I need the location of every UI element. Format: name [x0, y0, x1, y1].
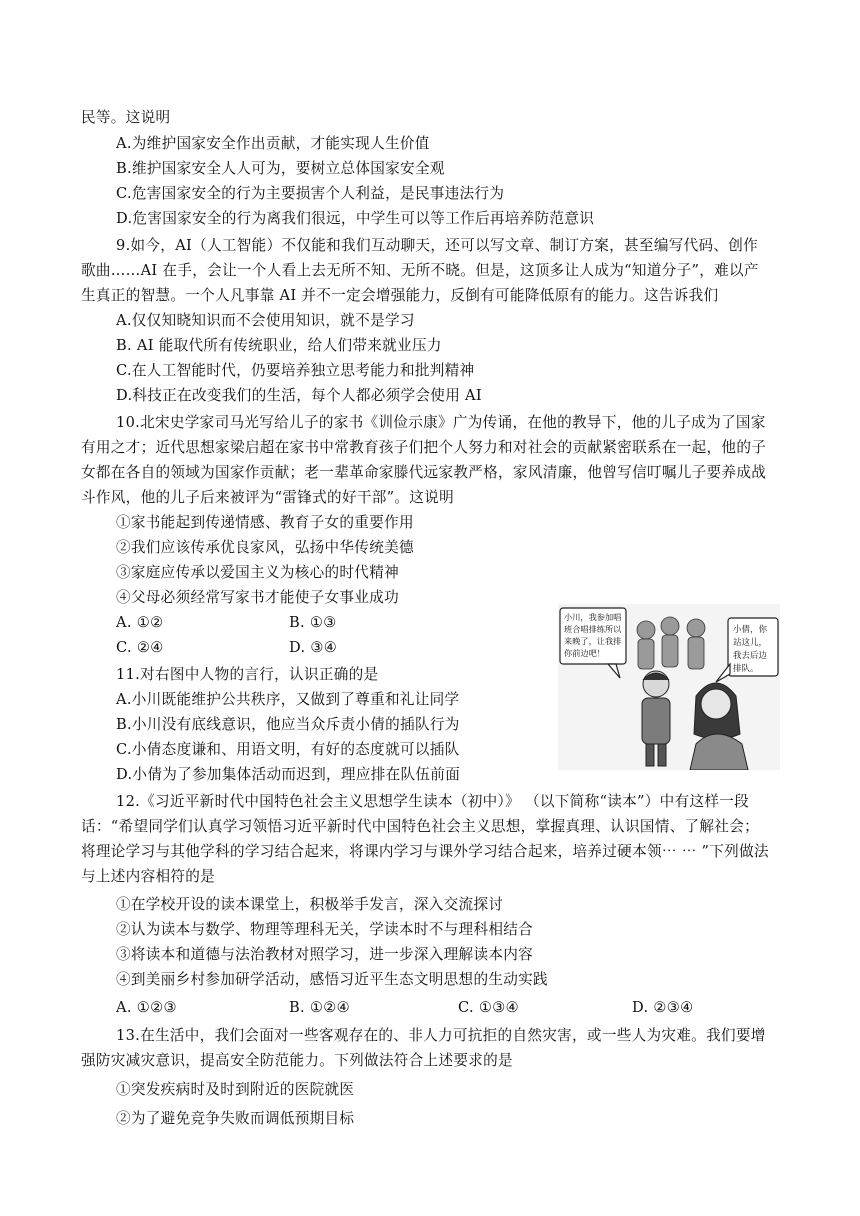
q12-choice-c: C. ①③④	[458, 999, 519, 1016]
q12-choice-b: B. ①②④	[289, 999, 351, 1016]
q13-stem-line1: 13.在生活中，我们会面对一些客观存在的、非人力可抗拒的自然灾害，或一些人为灾难。我们要增	[116, 1027, 766, 1044]
q9-stem-line2: 歌曲……AI 在手，会让一个人看上去无所不知、无所不晓。但是，这顶多让人成为“知道分子”，难以产	[81, 262, 759, 279]
q9-option-a: A.仅仅知晓知识而不会使用知识，就不是学习	[116, 312, 415, 329]
q11-stem: 11.对右图中人物的言行，认识正确的是	[116, 666, 379, 683]
q10-stem-line4: 斗作风，他的儿子后来被评为“雷锋式的好干部”。这说明	[81, 489, 454, 506]
bubble-right-line2: 站这儿，	[733, 638, 768, 648]
q8-option-d: D.危害国家安全的行为离我们很远，中学生可以等工作后再培养防范意识	[116, 210, 595, 227]
bubble-right-line4: 排队。	[733, 664, 759, 674]
q12-choice-d: D. ②③④	[632, 999, 694, 1016]
q8-option-c: C.危害国家安全的行为主要损害个人利益，是民事违法行为	[116, 185, 505, 202]
q12-item-4: ④到美丽乡村参加研学活动，感悟习近平生态文明思想的生动实践	[116, 971, 548, 988]
queue-students	[637, 617, 705, 669]
q13-stem-line2: 强防灾减灾意识，提高安全防范能力。下列做法符合上述要求的是	[81, 1052, 513, 1069]
q8-option-b: B.维护国家安全人人可为，要树立总体国家安全观	[116, 160, 445, 177]
bubble-right-line1: 小倩，你	[733, 625, 768, 635]
q10-stem-line1: 10.北宋史学家司马光写给儿子的家书《训俭示康》广为传诵，在他的教导下，他的儿子成为了国家	[116, 414, 766, 431]
bubble-left-line1: 小川，我参加唱	[564, 612, 622, 622]
q10-item-3: ③家庭应传承以爱国主义为核心的时代精神	[116, 564, 399, 581]
q10-item-2: ②我们应该传承优良家风，弘扬中华传统美德	[116, 539, 414, 556]
q12-choice-a: A. ①②③	[116, 999, 177, 1016]
q10-stem-line3: 女都在各自的领域为国家作贡献；老一辈革命家滕代远家教严格，家风清廉，他曾写信叮嘱儿子要养成战	[81, 464, 767, 481]
q11-option-a: A.小川既能维护公共秩序，又做到了尊重和礼让同学	[116, 691, 460, 708]
bubble-right-line3: 我去后边	[733, 651, 768, 661]
q9-stem-line3: 生真正的智慧。一个人凡事靠 AI 并不一定会增强能力，反倒有可能降低原有的能力。这告诉我们	[81, 287, 719, 304]
q13-item-1: ①突发疾病时及时到附近的医院就医	[116, 1081, 355, 1098]
q10-stem-line2: 有用之才；近代思想家梁启超在家书中常教育孩子们把个人努力和对社会的贡献紧密联系在一起，他的子	[81, 439, 767, 456]
q11-option-b: B.小川没有底线意识，他应当众斥责小倩的插队行为	[116, 716, 460, 733]
q13-item-2: ②为了避免竞争失败而调低预期目标	[116, 1110, 355, 1127]
q12-item-3: ③将读本和道德与法治教材对照学习，进一步深入理解读本内容	[116, 946, 534, 963]
q8-stem-tail: 民等。这说明	[81, 109, 171, 126]
q12-item-1: ①在学校开设的读本课堂上，积极举手发言，深入交流探讨	[116, 896, 504, 913]
q12-stem-line3: 将理论学习与其他学科的学习结合起来，将课内学习与课外学习结合起来，培养过硬本领⋯ ⋯ ”下列做法	[81, 843, 769, 860]
q9-option-d: D.科技正在改变我们的生活，每个人都必须学会使用 AI	[116, 387, 482, 404]
q11-option-d: D.小倩为了参加集体活动而迟到，理应排在队伍前面	[116, 766, 461, 783]
q12-stem-line4: 与上述内容相符的是	[81, 868, 216, 885]
q9-option-b: B. AI 能取代所有传统职业，给人们带来就业压力	[116, 337, 442, 354]
bubble-left-line3: 来晚了，让我排	[564, 636, 622, 646]
bubble-left-line2: 班合唱排练所以	[564, 624, 622, 634]
q10-choice-d: D. ③④	[289, 639, 338, 656]
q10-choice-c: C. ②④	[116, 639, 164, 656]
q10-item-4: ④父母必须经常写家书才能使子女事业成功	[116, 589, 399, 606]
q9-option-c: C.在人工智能时代，仍要培养独立思考能力和批判精神	[116, 362, 475, 379]
q10-choice-a: A. ①②	[116, 614, 164, 631]
q11-option-c: C.小倩态度谦和、用语文明，有好的态度就可以插队	[116, 741, 460, 758]
q12-item-2: ②认为读本与数学、物理等理科无关，学读本时不与理科相结合	[116, 921, 534, 938]
q9-stem-line1: 9.如今，AI（人工智能）不仅能和我们互动聊天，还可以写文章、制订方案，甚至编写代码、创作	[116, 237, 759, 254]
q10-choice-b: B. ①③	[289, 614, 337, 631]
q12-stem-line2: 话：“希望同学们认真学习领悟习近平新时代中国特色社会主义思想，掌握真理、认识国情、了解社会；	[81, 818, 759, 835]
bubble-left-line4: 你前边吧！	[564, 648, 605, 658]
q11-cartoon-illustration	[558, 604, 780, 770]
q10-item-1: ①家书能起到传递情感、教育子女的重要作用	[116, 514, 414, 531]
q8-option-a: A.为维护国家安全作出贡献，才能实现人生价值	[116, 135, 430, 152]
q12-stem-line1: 12.《习近平新时代中国特色社会主义思想学生读本（初中）》 （以下简称“读本”）中有这样一段	[116, 793, 750, 810]
